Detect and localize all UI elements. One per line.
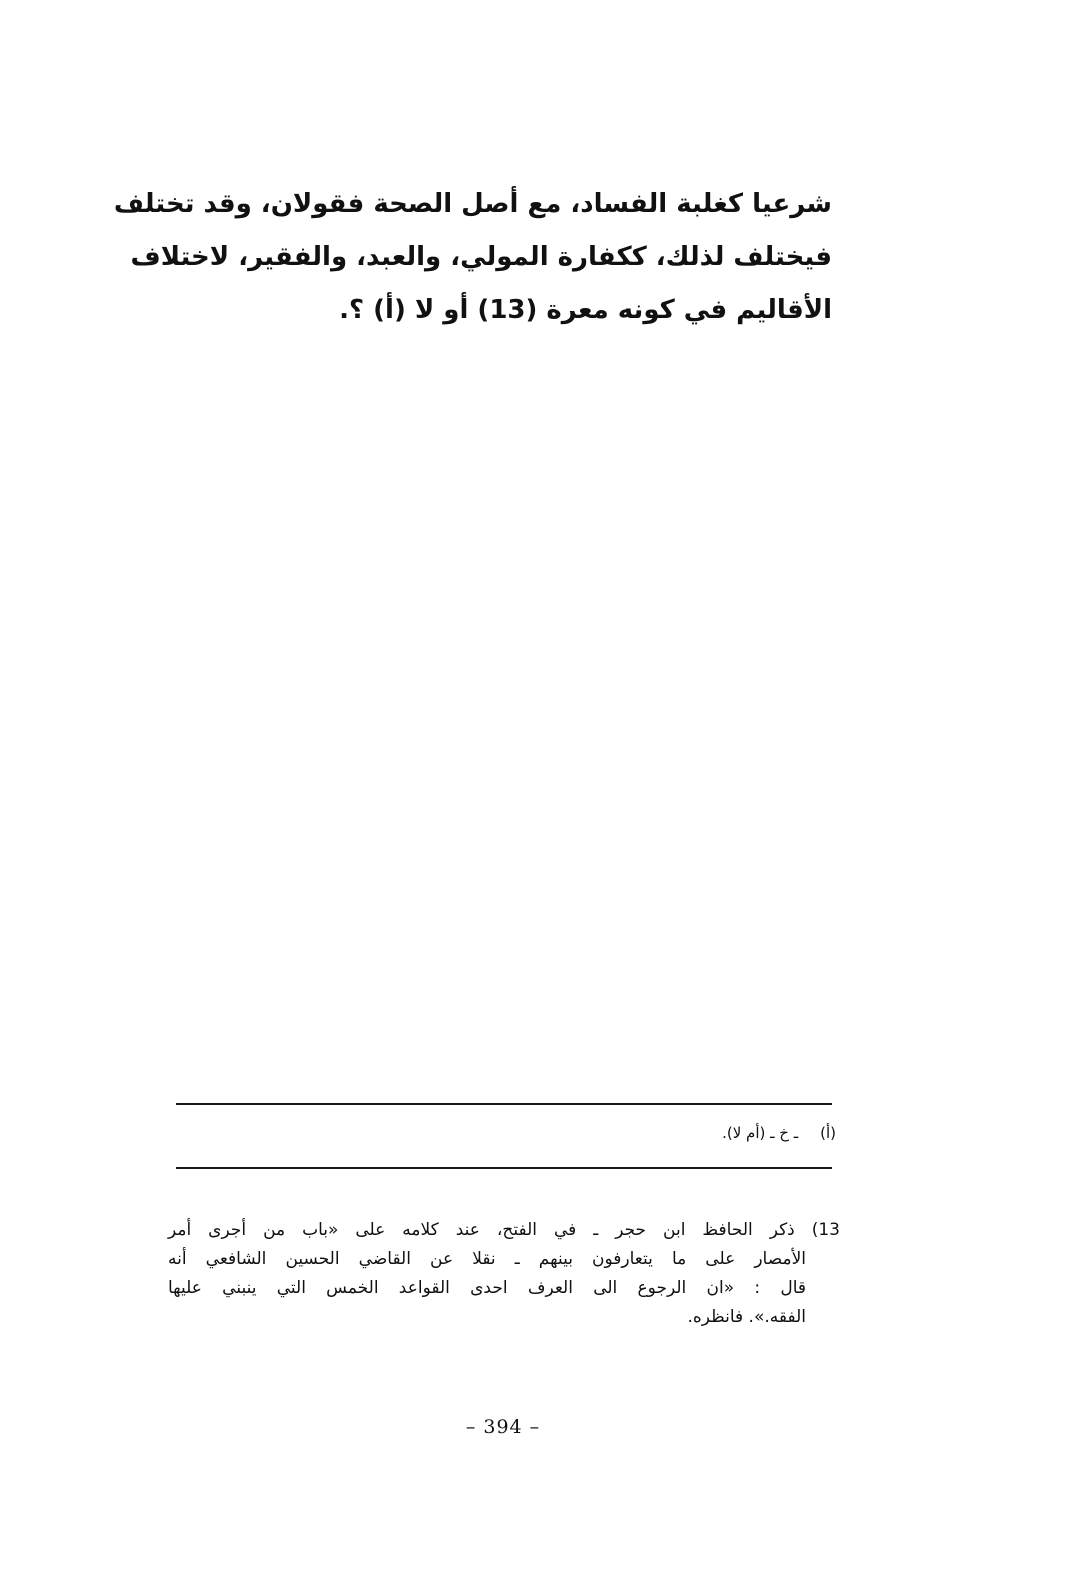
variant-note: [722, 1124, 836, 1142]
footnote-line: 13) ذكر الحافظ ابن حجر ـ في الفتح، عند كلامه على «باب من أجرى أمر: [168, 1220, 840, 1240]
main-text-line: فيختلف لذلك، ككفارة المولي، والعبد، والفقير، لاختلاف: [130, 242, 832, 272]
variant-note-marker: (أ): [820, 1124, 836, 1142]
variant-note-text: ـ خ ـ (أم لا).: [722, 1124, 799, 1142]
page-number: – 394 –: [465, 1416, 541, 1438]
footnote-line: قال : «ان الرجوع الى العرف احدى القواعد الخمس التي ينبني عليها: [168, 1278, 806, 1298]
footnote-13: [168, 1216, 840, 1332]
footnote-line: الفقه.». فانظره.: [687, 1307, 806, 1327]
main-text-line: شرعيا كغلبة الفساد، مع أصل الصحة فقولان، وقد تختلف: [113, 189, 832, 219]
footnote-line: الأمصار على ما يتعارفون بينهم ـ نقلا عن القاضي الحسين الشافعي أنه: [168, 1249, 806, 1269]
footnote-divider-top: [176, 1103, 832, 1105]
main-text-line: الأقاليم في كونه معرة (13) أو لا (أ) ؟.: [339, 295, 832, 325]
footnote-divider-bottom: [176, 1167, 832, 1169]
main-text-block: [113, 178, 832, 337]
